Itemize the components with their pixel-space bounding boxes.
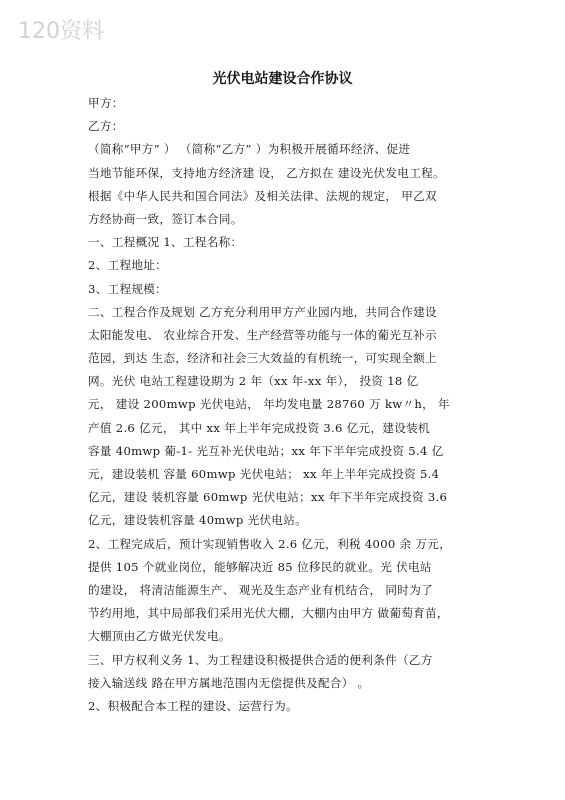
paragraph-line: 2、工程完成后，预计实现销售收入 2.6 亿元，利税 4000 余 万元， (88, 536, 452, 551)
paragraph-line: 提供 105 个就业岗位，能够解决近 85 位移民的就业。光 伏电站 (88, 559, 432, 574)
paragraph-line: 大棚顶由乙方做光伏发电。 (88, 629, 231, 644)
paragraph-line: 的建设， 将清洁能源生产、 观光及生态产业有机结合， 同时为了 (88, 582, 433, 597)
paragraph-line: 根据《中华人民共和国合同法》及相关法律、法规的规定， 甲乙双 (88, 188, 437, 203)
section-heading-line: 二、工程合作及规划 乙方充分利用甲方产业园内地，共同合作建设 (88, 304, 437, 319)
watermark-logo: 120资料 (18, 19, 104, 44)
paragraph-line: （简称“甲方” ） （简称“乙方” ）为积极开展循环经济、促进 (88, 142, 411, 157)
paragraph-line: 方经协商一致，签订本合同。 (88, 211, 243, 226)
section-heading-line: 三、甲方权利义务 1、为工程建设积极提供合适的便利条件（乙方 (88, 652, 433, 667)
paragraph-line: 3、工程规模： (88, 281, 168, 296)
paragraph-line: 太阳能发电、 农业综合开发、生产经营等功能与一体的葡光互补示 (88, 327, 437, 342)
party-b-line: 乙方： (88, 119, 124, 134)
paragraph-line: 元， 建设 200mwp 光伏电站， 年均发电量 28760 万 kw〃h， 年 (88, 397, 450, 412)
paragraph-line: 节约用地，其中局部我们采用光伏大棚，大棚内由甲方 做葡萄育苗， (88, 606, 449, 621)
paragraph-line: 元，建设装机 容量 60mwp 光伏电站； xx 年上半年完成投资 5.4 (88, 467, 440, 481)
party-a-line: 甲方： (88, 96, 124, 110)
section-heading-line: 一、工程概况 1、工程名称： (88, 235, 243, 250)
paragraph-line: 2、工程地址： (88, 258, 168, 273)
document-body (88, 92, 483, 718)
paragraph-line: 网。光伏 电站工程建设期为 2 年（xx 年-xx 年）， 投资 18 亿 (88, 374, 419, 389)
paragraph-line: 亿元，建设装机容量 40mwp 光伏电站。 (88, 513, 308, 528)
paragraph-line: 2、积极配合本工程的建设、运营行为。 (88, 698, 298, 713)
paragraph-line: 接入输送线 路在甲方属地范围内无偿提供及配合） 。 (88, 675, 370, 690)
paragraph-line: 产值 2.6 亿元， 其中 xx 年上半年完成投资 3.6 亿元，建设装机 (88, 420, 430, 435)
paragraph-line: 范园，到达 生态，经济和社会三大效益的有机统一，可实现全额上 (88, 351, 437, 366)
document-title: 光伏电站建设合作协议 (212, 71, 353, 87)
paragraph-line: 亿元，建设 装机容量 60mwp 光伏电站；xx 年下半年完成投资 3.6 (88, 490, 448, 505)
paragraph-line: 容量 40mwp 葡-1- 光互补光伏电站；xx 年下半年完成投资 5.4 亿 (88, 443, 444, 458)
paragraph-line: 当地节能环保，支持地方经济建 设， 乙方拟在 建设光伏发电工程。 (88, 165, 445, 180)
